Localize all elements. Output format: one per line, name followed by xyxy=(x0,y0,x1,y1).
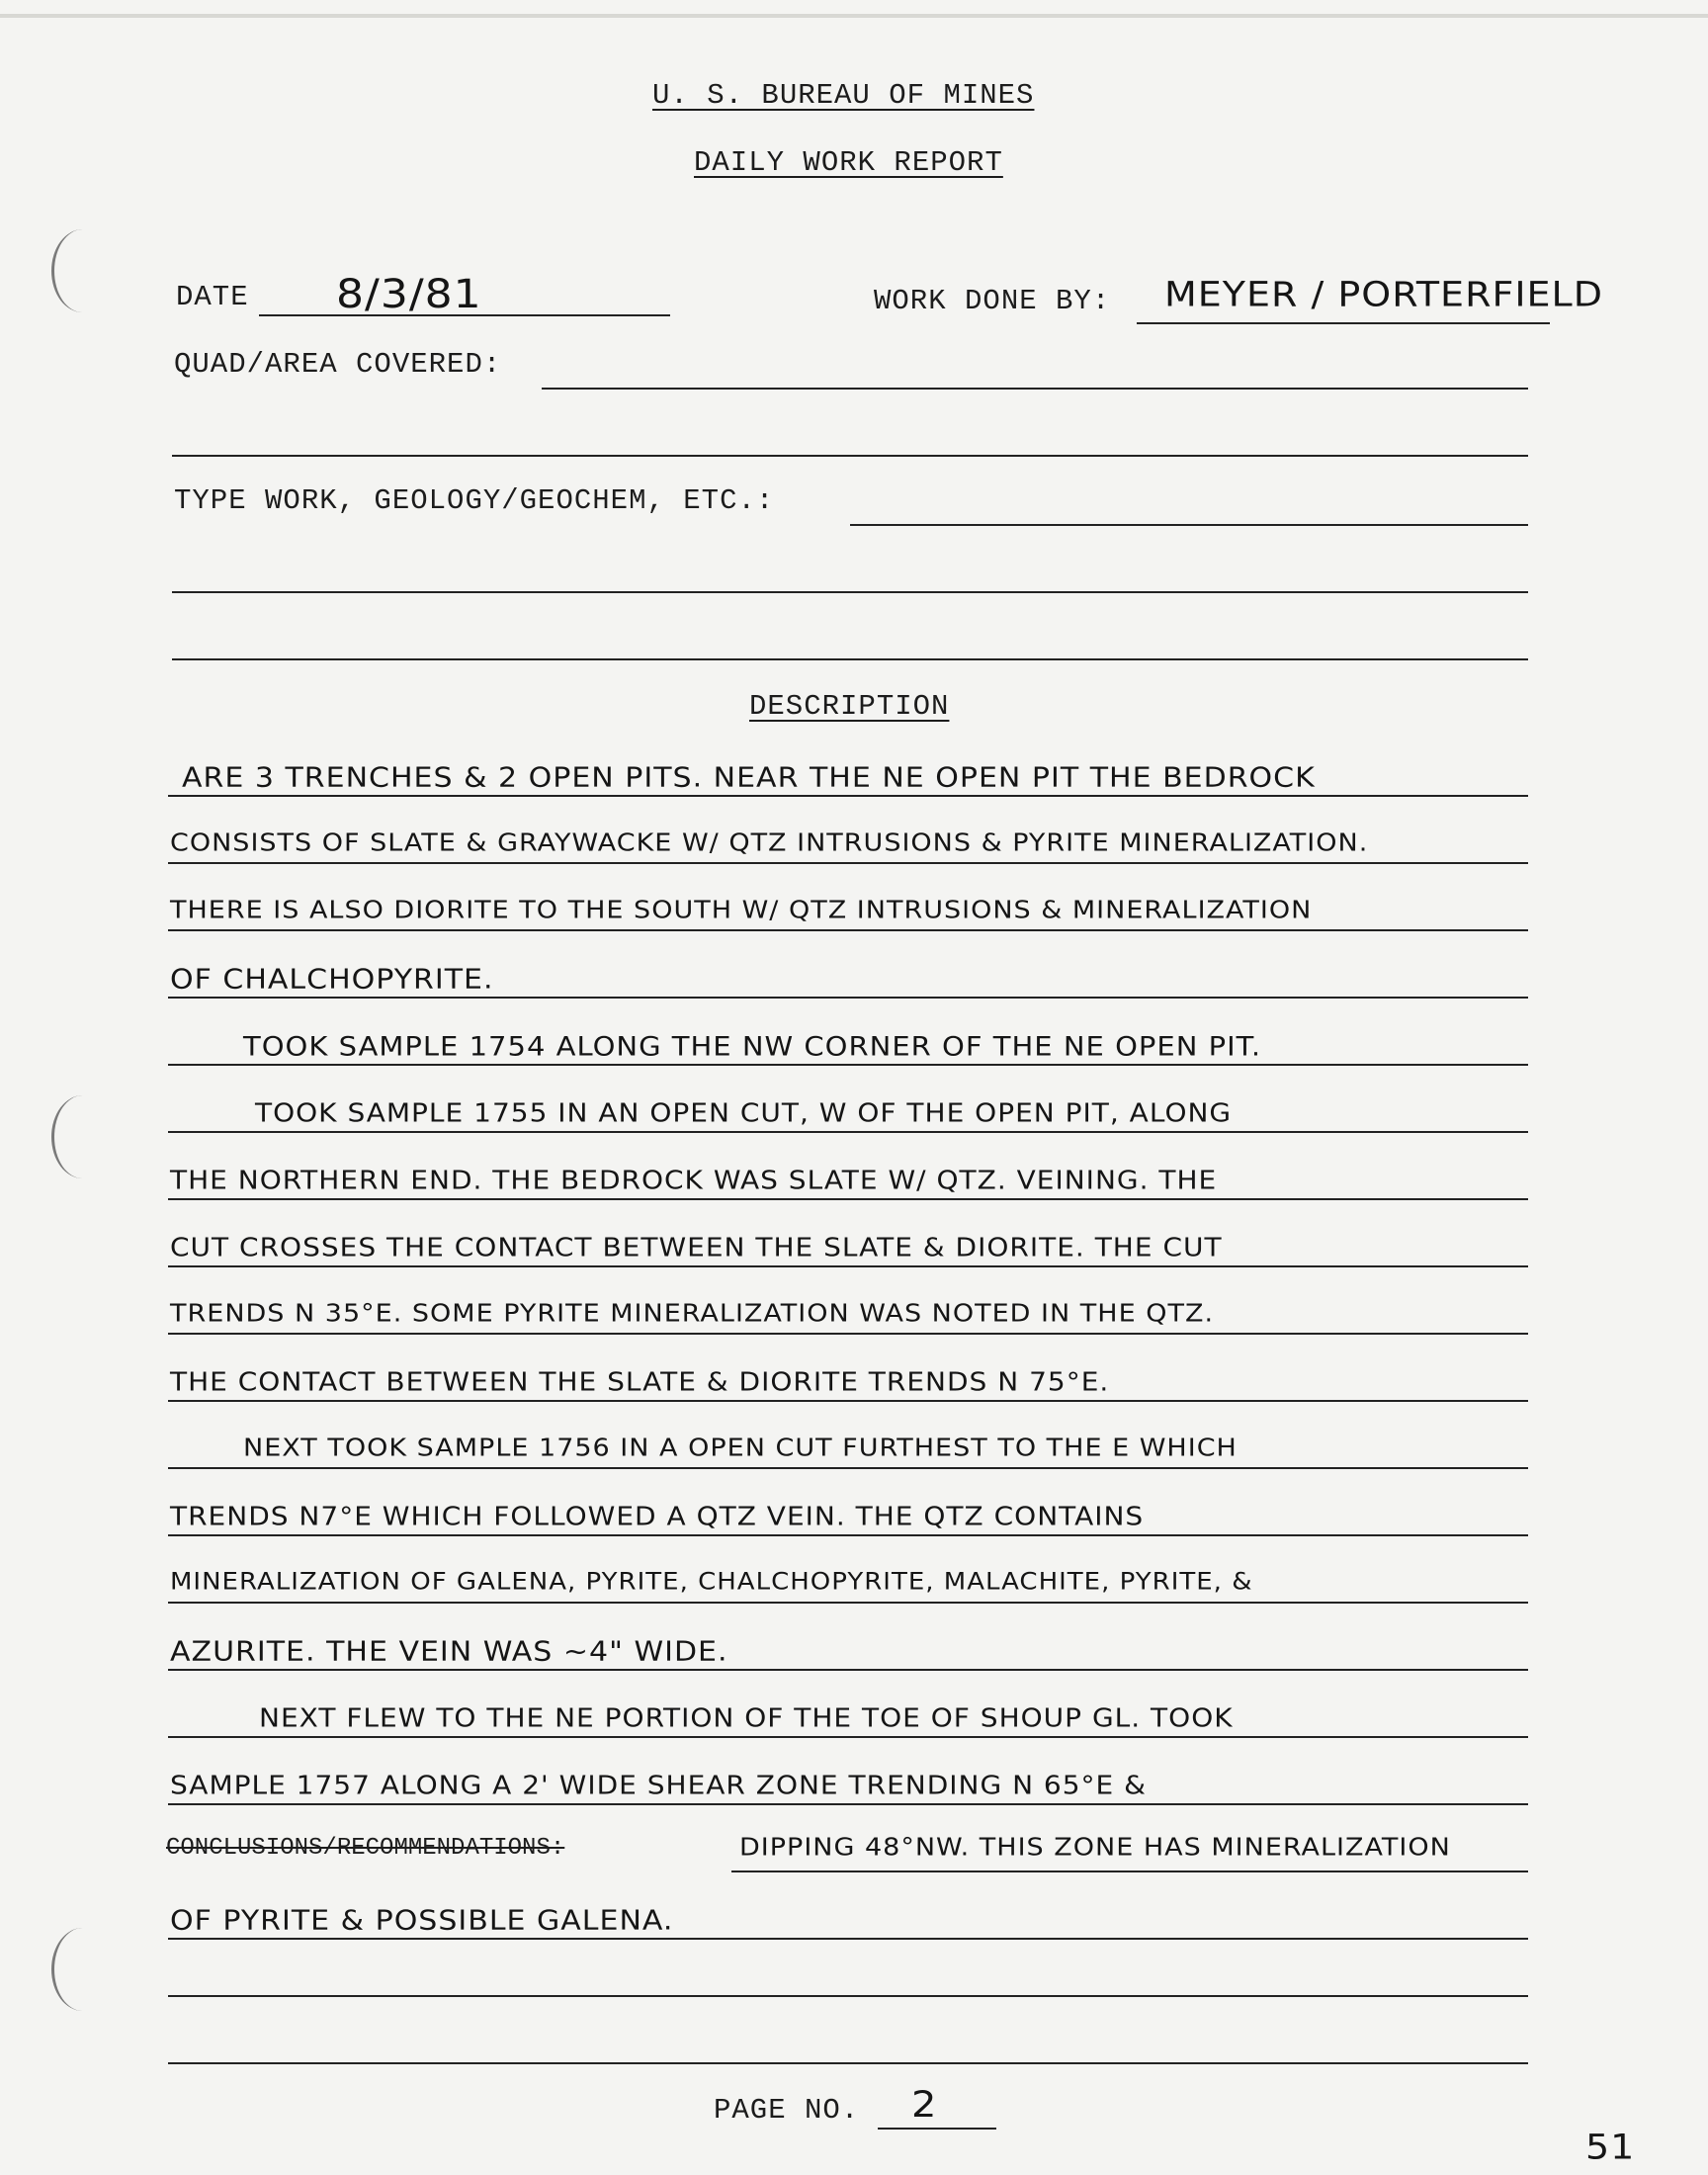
form-title: DAILY WORK REPORT xyxy=(694,146,1003,179)
description-line-5: TOOK SAMPLE 1754 ALONG THE NW CORNER OF THE NE OPEN PIT. xyxy=(243,1030,1262,1062)
description-rule-20 xyxy=(168,2062,1528,2064)
description-line-16: SAMPLE 1757 ALONG A 2' WIDE SHEAR ZONE TRENDING N 65°E & xyxy=(170,1770,1147,1800)
description-rule-5 xyxy=(168,1064,1528,1066)
quad-area-rule-1 xyxy=(542,388,1528,390)
description-rule-14 xyxy=(168,1669,1528,1671)
description-line-12: TRENDS N7°E WHICH FOLLOWED A QTZ VEIN. THE QTZ CONTAINS xyxy=(170,1501,1145,1531)
description-rule-16 xyxy=(168,1803,1528,1805)
type-work-rule-3 xyxy=(172,658,1528,660)
description-rule-17 xyxy=(731,1870,1528,1872)
description-rule-6 xyxy=(168,1131,1528,1133)
type-work-label: TYPE WORK, GEOLOGY/GEOCHEM, ETC.: xyxy=(174,484,775,517)
description-rule-3 xyxy=(168,929,1528,931)
description-rule-19 xyxy=(168,1995,1528,1997)
description-line-10: THE CONTACT BETWEEN THE SLATE & DIORITE TRENDS N 75°E. xyxy=(170,1366,1110,1397)
description-rule-7 xyxy=(168,1198,1528,1200)
description-rule-1 xyxy=(168,795,1528,797)
description-heading: DESCRIPTION xyxy=(749,690,950,723)
description-line-13: MINERALIZATION OF GALENA, PYRITE, CHALCHOPYRITE, MALACHITE, PYRITE, & xyxy=(170,1568,1253,1596)
description-line-11: NEXT TOOK SAMPLE 1756 IN A OPEN CUT FURTHEST TO THE E WHICH xyxy=(243,1434,1238,1462)
description-line-7: THE NORTHERN END. THE BEDROCK WAS SLATE W/ QTZ. VEINING. THE xyxy=(170,1165,1218,1195)
description-rule-12 xyxy=(168,1534,1528,1536)
description-line-8: CUT CROSSES THE CONTACT BETWEEN THE SLATE & DIORITE. THE CUT xyxy=(170,1232,1223,1262)
date-value: 8/3/81 xyxy=(336,271,482,317)
description-line-9: TRENDS N 35°E. SOME PYRITE MINERALIZATION WAS NOTED IN THE QTZ. xyxy=(170,1299,1215,1328)
description-line-17: DIPPING 48°NW. THIS ZONE HAS MINERALIZATION xyxy=(739,1833,1451,1862)
description-line-3: THERE IS ALSO DIORITE TO THE SOUTH W/ QTZ INTRUSIONS & MINERALIZATION xyxy=(170,896,1313,924)
date-label: DATE xyxy=(176,281,249,313)
description-rule-4 xyxy=(168,997,1528,999)
scan-top-edge xyxy=(0,14,1708,18)
binder-hole-middle xyxy=(51,1095,114,1178)
description-rule-2 xyxy=(168,862,1528,864)
description-rule-13 xyxy=(168,1602,1528,1604)
description-rule-8 xyxy=(168,1265,1528,1267)
description-line-4: OF CHALCHOPYRITE. xyxy=(170,963,494,996)
work-done-by-label: WORK DONE BY: xyxy=(874,285,1111,317)
description-line-6: TOOK SAMPLE 1755 IN AN OPEN CUT, W OF THE OPEN PIT, ALONG xyxy=(255,1097,1233,1128)
conclusions-label-struck: CONCLUSIONS/RECOMMENDATIONS: xyxy=(166,1835,565,1862)
page-number-rule xyxy=(878,2128,996,2130)
agency-title: U. S. BUREAU OF MINES xyxy=(652,79,1035,112)
description-rule-10 xyxy=(168,1400,1528,1402)
type-work-rule-2 xyxy=(172,591,1528,593)
type-work-rule-1 xyxy=(850,524,1528,526)
description-line-18: OF PYRITE & POSSIBLE GALENA. xyxy=(170,1904,674,1937)
quad-area-rule-2 xyxy=(172,455,1528,457)
description-rule-11 xyxy=(168,1467,1528,1469)
description-rule-9 xyxy=(168,1333,1528,1335)
quad-area-label: QUAD/AREA COVERED: xyxy=(174,348,502,381)
corner-number: 51 xyxy=(1585,2127,1636,2167)
work-done-by-value: MEYER / PORTERFIELD xyxy=(1164,274,1603,314)
description-line-14: AZURITE. THE VEIN WAS ~4" WIDE. xyxy=(170,1635,728,1668)
page-number-value: 2 xyxy=(911,2083,938,2126)
work-done-by-rule xyxy=(1137,322,1550,324)
binder-hole-bottom xyxy=(51,1928,114,2011)
description-line-1: ARE 3 TRENCHES & 2 OPEN PITS. NEAR THE NE OPEN PIT THE BEDROCK xyxy=(182,761,1316,794)
description-rule-15 xyxy=(168,1736,1528,1738)
page-number-label: PAGE NO. xyxy=(714,2094,860,2127)
description-line-2: CONSISTS OF SLATE & GRAYWACKE W/ QTZ INTRUSIONS & PYRITE MINERALIZATION. xyxy=(170,828,1369,857)
description-rule-18 xyxy=(168,1938,1528,1940)
binder-hole-top xyxy=(51,229,114,312)
description-line-15: NEXT FLEW TO THE NE PORTION OF THE TOE OF SHOUP GL. TOOK xyxy=(259,1702,1234,1733)
